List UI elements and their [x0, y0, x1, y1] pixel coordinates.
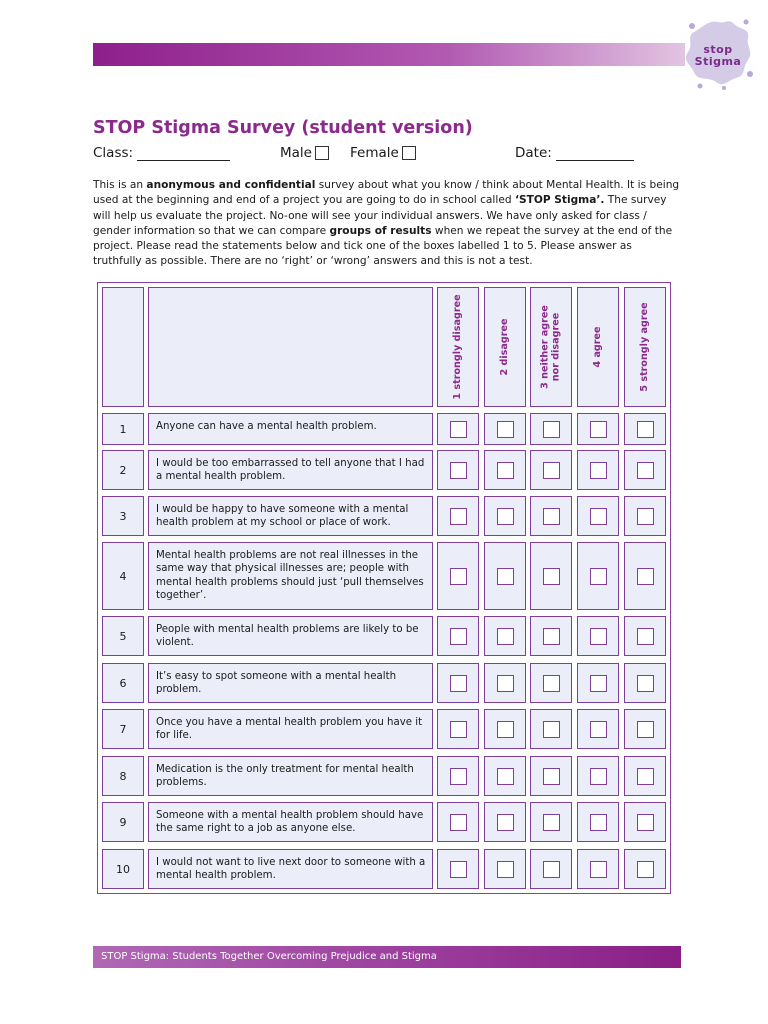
- response-checkbox-q2-5[interactable]: [637, 462, 654, 479]
- statement-text: I would be too embarrassed to tell anyone that I had a mental health problem.: [148, 450, 433, 490]
- response-cell: [624, 496, 666, 536]
- response-cell: [577, 756, 619, 796]
- statement-number: 10: [102, 849, 144, 889]
- statement-number: 3: [102, 496, 144, 536]
- response-cell: [437, 450, 479, 490]
- response-cell: [437, 616, 479, 656]
- scale-label-line1: 4 agree: [591, 326, 603, 368]
- date-label: Date:: [515, 145, 552, 161]
- response-checkbox-q1-5[interactable]: [637, 421, 654, 438]
- response-checkbox-q2-1[interactable]: [450, 462, 467, 479]
- response-cell: [530, 663, 572, 703]
- response-checkbox-q9-5[interactable]: [637, 814, 654, 831]
- response-cell: [530, 496, 572, 536]
- male-label: Male: [280, 145, 312, 161]
- response-checkbox-q7-2[interactable]: [497, 721, 514, 738]
- response-checkbox-q8-4[interactable]: [590, 768, 607, 785]
- response-cell: [484, 663, 526, 703]
- response-checkbox-q4-4[interactable]: [590, 568, 607, 585]
- response-checkbox-q3-2[interactable]: [497, 508, 514, 525]
- statement-text: Mental health problems are not real illnesses in the same way that physical illnesses are; people with mental health problems should just ‘pull themselves together’.: [148, 542, 433, 610]
- response-checkbox-q1-3[interactable]: [543, 421, 560, 438]
- response-checkbox-q5-4[interactable]: [590, 628, 607, 645]
- statement-text: Medication is the only treatment for mental health problems.: [148, 756, 433, 796]
- response-cell: [577, 542, 619, 610]
- header-scale-1: [437, 287, 479, 407]
- statement-number: 9: [102, 802, 144, 842]
- response-cell: [484, 542, 526, 610]
- response-checkbox-q7-1[interactable]: [450, 721, 467, 738]
- response-cell: [484, 616, 526, 656]
- response-checkbox-q5-2[interactable]: [497, 628, 514, 645]
- statement-text: I would be happy to have someone with a mental health problem at my school or place of work.: [148, 496, 433, 536]
- response-checkbox-q3-1[interactable]: [450, 508, 467, 525]
- response-cell: [624, 756, 666, 796]
- response-checkbox-q6-2[interactable]: [497, 675, 514, 692]
- response-cell: [530, 849, 572, 889]
- response-cell: [437, 542, 479, 610]
- statement-text: Someone with a mental health problem should have the same right to a job as anyone else.: [148, 802, 433, 842]
- statement-number: 8: [102, 756, 144, 796]
- scale-label-3: [541, 305, 562, 389]
- top-banner: [93, 43, 685, 66]
- response-checkbox-q9-2[interactable]: [497, 814, 514, 831]
- response-checkbox-q1-4[interactable]: [590, 421, 607, 438]
- response-checkbox-q8-2[interactable]: [497, 768, 514, 785]
- scale-label-2: [500, 319, 511, 376]
- response-cell: [577, 450, 619, 490]
- intro-bold-2: ‘STOP Stigma’.: [514, 194, 605, 207]
- response-cell: [437, 709, 479, 749]
- statement-text: People with mental health problems are likely to be violent.: [148, 616, 433, 656]
- header-number-cell: [102, 287, 144, 407]
- statement-number: 6: [102, 663, 144, 703]
- response-checkbox-q4-2[interactable]: [497, 568, 514, 585]
- logo-line1: stop: [703, 43, 733, 56]
- statement-number: 1: [102, 413, 144, 445]
- response-cell: [577, 413, 619, 445]
- intro-paragraph: [93, 178, 683, 270]
- response-cell: [624, 616, 666, 656]
- response-cell: [530, 413, 572, 445]
- stop-stigma-logo: [680, 14, 756, 92]
- statement-number: 4: [102, 542, 144, 610]
- response-checkbox-q2-4[interactable]: [590, 462, 607, 479]
- response-checkbox-q5-5[interactable]: [637, 628, 654, 645]
- response-checkbox-q9-1[interactable]: [450, 814, 467, 831]
- scale-label-line1: 2 disagree: [498, 318, 510, 376]
- response-checkbox-q3-5[interactable]: [637, 508, 654, 525]
- female-field-group: [350, 145, 416, 161]
- response-cell: [484, 802, 526, 842]
- response-checkbox-q8-5[interactable]: [637, 768, 654, 785]
- date-field-group: [515, 145, 634, 161]
- response-checkbox-q10-5[interactable]: [637, 861, 654, 878]
- response-checkbox-q10-3[interactable]: [543, 861, 560, 878]
- response-checkbox-q6-5[interactable]: [637, 675, 654, 692]
- response-cell: [577, 709, 619, 749]
- scale-label-1: [453, 294, 464, 399]
- response-cell: [484, 709, 526, 749]
- response-checkbox-q8-3[interactable]: [543, 768, 560, 785]
- response-checkbox-q10-2[interactable]: [497, 861, 514, 878]
- response-cell: [624, 709, 666, 749]
- response-checkbox-q9-4[interactable]: [590, 814, 607, 831]
- response-cell: [530, 709, 572, 749]
- response-checkbox-q6-1[interactable]: [450, 675, 467, 692]
- response-checkbox-q7-4[interactable]: [590, 721, 607, 738]
- response-checkbox-q4-3[interactable]: [543, 568, 560, 585]
- response-cell: [437, 756, 479, 796]
- response-cell: [437, 413, 479, 445]
- class-input-line[interactable]: [137, 146, 230, 161]
- logo-line2: Stigma: [694, 55, 742, 68]
- response-checkbox-q4-1[interactable]: [450, 568, 467, 585]
- response-checkbox-q9-3[interactable]: [543, 814, 560, 831]
- response-cell: [530, 756, 572, 796]
- response-cell: [577, 663, 619, 703]
- response-cell: [484, 496, 526, 536]
- footer-banner: STOP Stigma: Students Together Overcoming Prejudice and Stigma: [93, 946, 681, 968]
- header-scale-4: [577, 287, 619, 407]
- response-cell: [624, 413, 666, 445]
- class-field-group: [93, 145, 230, 161]
- response-cell: [437, 849, 479, 889]
- response-checkbox-q7-3[interactable]: [543, 721, 560, 738]
- statement-text: Anyone can have a mental health problem.: [148, 413, 433, 445]
- statement-text: I would not want to live next door to someone with a mental health problem.: [148, 849, 433, 889]
- response-cell: [530, 616, 572, 656]
- response-checkbox-q10-1[interactable]: [450, 861, 467, 878]
- response-cell: [577, 802, 619, 842]
- response-cell: [624, 663, 666, 703]
- response-checkbox-q6-4[interactable]: [590, 675, 607, 692]
- header-scale-5: [624, 287, 666, 407]
- intro-bold-1: anonymous and confidential: [146, 179, 316, 191]
- response-cell: [484, 849, 526, 889]
- response-checkbox-q8-1[interactable]: [450, 768, 467, 785]
- page-title: STOP Stigma Survey (student version): [93, 118, 473, 138]
- response-cell: [437, 496, 479, 536]
- scale-label-line1: 5 strongly agree: [638, 302, 650, 392]
- header-scale-2: [484, 287, 526, 407]
- response-checkbox-q1-2[interactable]: [497, 421, 514, 438]
- response-cell: [437, 802, 479, 842]
- scale-label-line1: 3 neither agree: [539, 305, 551, 389]
- header-statement-cell: [148, 287, 433, 407]
- response-checkbox-q4-5[interactable]: [637, 568, 654, 585]
- scale-label-line1: 1 strongly disagree: [451, 294, 463, 400]
- response-cell: [624, 542, 666, 610]
- response-cell: [484, 450, 526, 490]
- response-checkbox-q5-3[interactable]: [543, 628, 560, 645]
- intro-text-2: survey about what you know / think about Mental Health. It is being used at the beginning and end of a project you are going to do in school called: [93, 179, 680, 207]
- response-checkbox-q5-1[interactable]: [450, 628, 467, 645]
- intro-text-3: The survey will help us evaluate the project. No-one will see your individual answers. We have only asked for class / gender information so that we can compare: [93, 194, 667, 237]
- male-checkbox[interactable]: [315, 146, 329, 160]
- response-checkbox-q3-4[interactable]: [590, 508, 607, 525]
- response-checkbox-q7-5[interactable]: [637, 721, 654, 738]
- scale-label-5: [640, 302, 651, 391]
- response-cell: [577, 616, 619, 656]
- response-cell: [437, 663, 479, 703]
- response-checkbox-q10-4[interactable]: [590, 861, 607, 878]
- statement-number: 7: [102, 709, 144, 749]
- male-field-group: [280, 145, 329, 161]
- intro-text-1: This is an: [93, 179, 147, 191]
- response-cell: [577, 496, 619, 536]
- header-scale-3: [530, 287, 572, 407]
- response-cell: [484, 756, 526, 796]
- response-cell: [484, 413, 526, 445]
- response-cell: [624, 450, 666, 490]
- response-checkbox-q2-2[interactable]: [497, 462, 514, 479]
- response-checkbox-q6-3[interactable]: [543, 675, 560, 692]
- female-checkbox[interactable]: [402, 146, 416, 160]
- response-checkbox-q1-1[interactable]: [450, 421, 467, 438]
- response-cell: [530, 542, 572, 610]
- response-checkbox-q3-3[interactable]: [543, 508, 560, 525]
- survey-table: [97, 282, 671, 894]
- intro-bold-3: groups of results: [329, 224, 432, 237]
- response-cell: [577, 849, 619, 889]
- female-label: Female: [350, 145, 399, 161]
- response-cell: [530, 802, 572, 842]
- date-input-line[interactable]: [556, 146, 634, 161]
- response-cell: [530, 450, 572, 490]
- response-cell: [624, 802, 666, 842]
- response-checkbox-q2-3[interactable]: [543, 462, 560, 479]
- statement-number: 2: [102, 450, 144, 490]
- response-cell: [624, 849, 666, 889]
- intro-text-4: when we repeat the survey at the end of the project. Please read the statements below and tick one of the boxes labelled 1 to 5. Please answer as truthfully as possible. There are no ‘right’ or ‘wrong’ answers and this is not a test.: [93, 224, 673, 268]
- scale-label-line2: nor disagree: [550, 312, 561, 382]
- statement-text: Once you have a mental health problem you have it for life.: [148, 709, 433, 749]
- scale-label-4: [593, 326, 604, 367]
- statement-number: 5: [102, 616, 144, 656]
- class-label: Class:: [93, 145, 134, 161]
- statement-text: It’s easy to spot someone with a mental health problem.: [148, 663, 433, 703]
